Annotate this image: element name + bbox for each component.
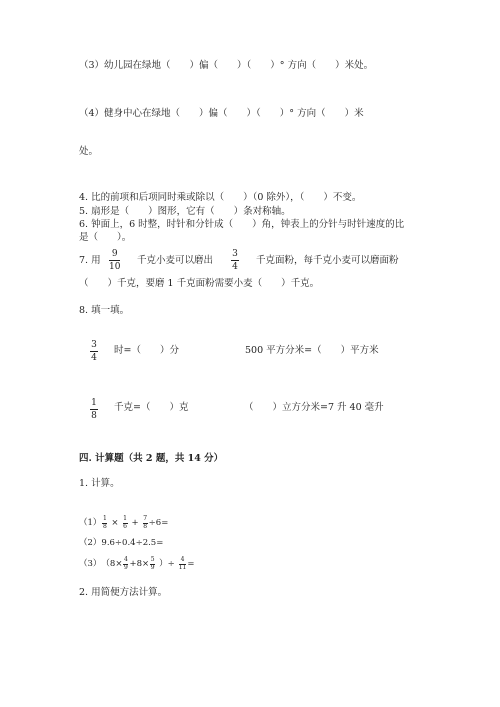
fraction-5-9	[150, 557, 155, 571]
expr-open: （8×	[101, 559, 123, 569]
expr-mid: +8×	[129, 559, 150, 569]
question-7-suffix: 千克面粉，每千克小麦可以磨面粉	[256, 255, 399, 266]
fraction-7-8	[143, 516, 148, 530]
calc-1-title: 1. 计算。	[79, 478, 120, 489]
numerator: 3	[91, 340, 97, 350]
calc-1-expression-3	[79, 557, 195, 571]
fraction-bar	[109, 260, 120, 261]
calc-1-expression-2: （2）9.6÷0.4÷2.5=	[79, 538, 164, 548]
fraction-3-4	[231, 249, 239, 272]
numerator: 1	[91, 398, 97, 408]
expr-tail: ÷6=	[148, 518, 169, 528]
question-7-mid: 千克小麦可以磨出	[137, 255, 214, 266]
fraction-bar	[90, 409, 98, 410]
fraction-1-8-kg	[90, 398, 98, 421]
fill-question-4: 4. 比的前项和后项同时乘或除以（ ）（0 除外），（ ）不变。	[79, 192, 362, 203]
fraction-4-9	[123, 557, 128, 571]
operator-times: ×	[111, 518, 119, 528]
question-4-direction-line1: （4）健身中心在绿地（ ）偏（ ）（ ）° 方向（ ）米	[79, 108, 364, 119]
denominator: 8	[143, 523, 148, 530]
fraction-1-6	[123, 516, 128, 530]
denominator: 8	[91, 411, 97, 421]
numerator: 4	[180, 556, 185, 563]
fraction-9-10	[109, 249, 120, 272]
numerator: 4	[124, 556, 128, 563]
fraction-3-4-hours	[90, 340, 98, 363]
question-3-text: （3）幼儿园在绿地（ ）偏（ ）（ ）° 方向（ ）米处。	[79, 60, 374, 71]
denominator: 8	[103, 523, 107, 530]
fill-question-5: 5. 扇形是（ ）图形，它有（ ）条对称轴。	[79, 206, 291, 217]
question-8-item3: 千克=（ ）克	[114, 402, 189, 413]
numerator: 9	[111, 249, 118, 259]
denominator: 4	[91, 353, 97, 363]
question-8-item2: 500 平方分米=（ ）平方米	[245, 345, 379, 356]
numerator: 7	[143, 515, 148, 522]
fraction-1-8	[102, 516, 107, 530]
numerator: 1	[103, 515, 107, 522]
fraction-4-11	[179, 557, 187, 571]
calc-2-title: 2. 用简便方法计算。	[79, 587, 168, 598]
denominator: 10	[109, 262, 121, 272]
fill-question-6-line2: 是（ ）。	[79, 232, 132, 243]
question-4-direction-line2: 处。	[79, 146, 99, 157]
denominator: 9	[124, 564, 128, 571]
question-7-prefix: 7. 用	[79, 255, 101, 266]
calc-1-expression-1	[79, 516, 168, 530]
operator-plus: +	[131, 518, 139, 528]
fraction-bar	[90, 351, 98, 352]
denominator: 6	[123, 523, 127, 530]
expr-label: （3）	[79, 559, 102, 569]
question-7-line2: （ ）千克，要磨 1 千克面粉需要小麦（ ）千克。	[79, 278, 320, 289]
question-8-title: 8. 填一填。	[79, 305, 130, 316]
fill-question-6-line1: 6. 钟面上，6 时整，时针和分针成（ ）角，钟表上的分针与时针速度的比	[79, 219, 405, 230]
numerator: 5	[150, 556, 155, 563]
section-4-heading: 四. 计算题（共 2 题，共 14 分）	[79, 453, 224, 464]
denominator: 9	[150, 564, 155, 571]
expr-close: ）÷	[159, 559, 175, 569]
fraction-bar	[231, 260, 239, 261]
expr-tail: =	[187, 559, 195, 569]
question-8-item4: （ ）立方分米=7 升 40 毫升	[244, 402, 384, 413]
denominator: 11	[178, 564, 187, 571]
numerator: 3	[232, 249, 238, 259]
numerator: 1	[123, 515, 127, 522]
question-8-item1: 时=（ ）分	[114, 345, 179, 356]
expr-label: （1）	[79, 518, 102, 528]
denominator: 4	[232, 262, 238, 272]
